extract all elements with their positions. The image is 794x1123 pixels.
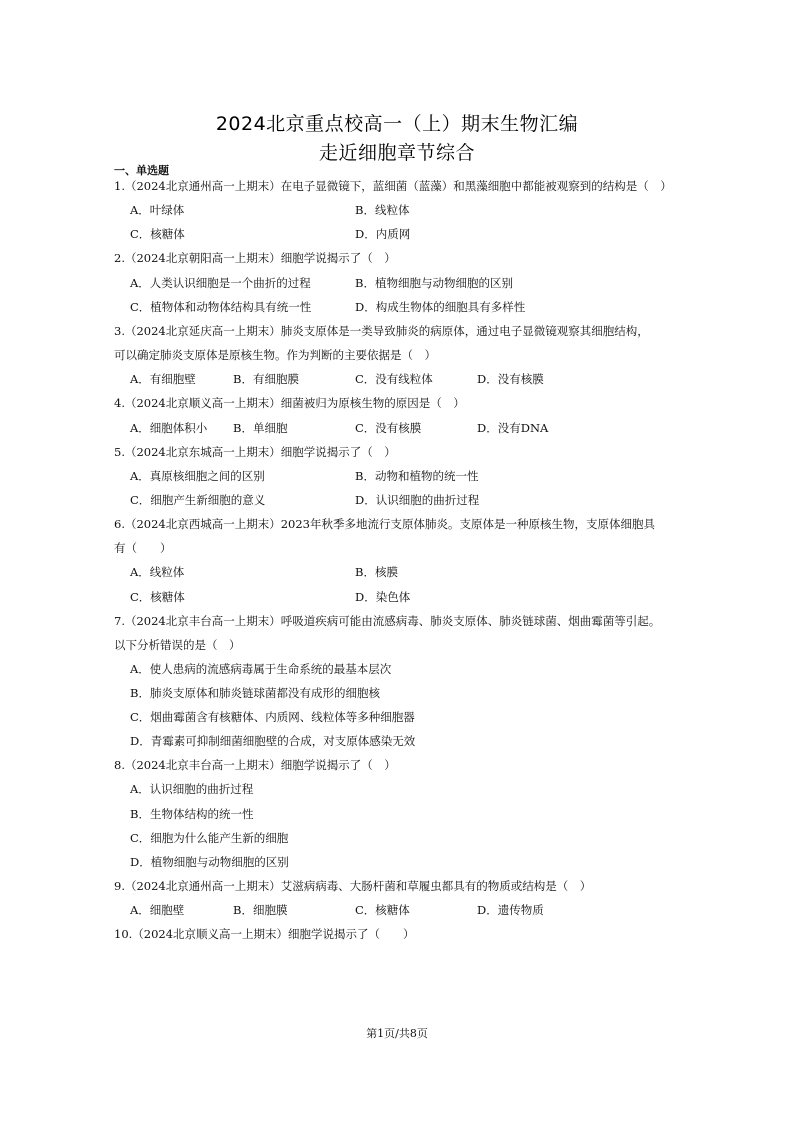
question-9-stem: 9.（2024北京通州高一上期末）艾滋病病毒、大肠杆菌和草履虫都具有的物质或结构是（ ） <box>114 879 592 893</box>
question-3-option-c: C．没有线粒体 <box>355 372 433 386</box>
question-5-option-a: A．真原核细胞之间的区别 <box>130 469 265 483</box>
question-4-option-a: A．细胞体积小 <box>130 421 208 435</box>
question-3-option-a: A．有细胞壁 <box>130 372 196 386</box>
question-9-option-a: A．细胞壁 <box>130 903 185 917</box>
question-1-option-b: B．线粒体 <box>355 203 410 217</box>
question-2-option-a: A．人类认识细胞是一个曲折的过程 <box>130 276 311 290</box>
question-5-option-d: D．认识细胞的曲折过程 <box>355 493 480 507</box>
question-1-option-c: C．核糖体 <box>130 227 185 241</box>
question-5-stem: 5.（2024北京东城高一上期末）细胞学说揭示了（ ） <box>114 445 396 459</box>
question-4-stem: 4.（2024北京顺义高一上期末）细菌被归为原核生物的原因是（ ） <box>114 396 465 410</box>
question-6-stem-cont: 有（ ） <box>114 541 172 555</box>
question-7-option-b: B．肺炎支原体和肺炎链球菌都没有成形的细胞核 <box>130 686 380 700</box>
question-4-option-c: C．没有核膜 <box>355 421 422 435</box>
question-3-stem-cont: 可以确定肺炎支原体是原核生物。作为判断的主要依据是（ ） <box>114 348 436 362</box>
page-subtitle: 走近细胞章节综合 <box>318 142 475 164</box>
page-number: 第1页/共8页 <box>366 1027 428 1040</box>
question-1-option-a: A．叶绿体 <box>130 203 185 217</box>
question-8-stem: 8.（2024北京丰台高一上期末）细胞学说揭示了（ ） <box>114 758 396 772</box>
question-7-option-d: D．青霉素可抑制细菌细胞壁的合成，对支原体感染无效 <box>130 734 416 748</box>
question-6-option-a: A．线粒体 <box>130 565 185 579</box>
question-4-option-d: D．没有DNA <box>477 421 549 435</box>
question-3-stem: 3.（2024北京延庆高一上期末）肺炎支原体是一类导致肺炎的病原体，通过电子显微镜观察其细胞结构， <box>114 324 649 338</box>
question-7-stem-cont: 以下分析错误的是（ ） <box>114 638 241 652</box>
question-2-option-d: D．构成生物体的细胞具有多样性 <box>355 300 526 314</box>
question-6-option-b: B．核膜 <box>355 565 398 579</box>
question-2-stem: 2.（2024北京朝阳高一上期末）细胞学说揭示了（ ） <box>114 251 396 265</box>
question-2-option-b: B．植物细胞与动物细胞的区别 <box>355 276 513 290</box>
question-7-option-c: C．烟曲霉菌含有核糖体、内质网、线粒体等多种细胞器 <box>130 710 415 724</box>
question-10-stem: 10.（2024北京顺义高一上期末）细胞学说揭示了（ ） <box>114 927 415 941</box>
question-1-stem: 1.（2024北京通州高一上期末）在电子显微镜下，蓝细菌（蓝藻）和黑藻细胞中都能被观察到的结构是（ ） <box>114 179 672 193</box>
page-title: 2024北京重点校高一（上）期末生物汇编 <box>215 113 579 135</box>
question-7-option-a: A．使人患病的流感病毒属于生命系统的最基本层次 <box>130 662 392 676</box>
section-heading: 一、单选题 <box>114 164 169 177</box>
question-5-option-c: C．细胞产生新细胞的意义 <box>130 493 266 507</box>
question-8-option-d: D．植物细胞与动物细胞的区别 <box>130 855 289 869</box>
question-3-option-b: B．有细胞膜 <box>233 372 299 386</box>
question-9-option-b: B．细胞膜 <box>233 903 288 917</box>
question-7-stem: 7.（2024北京丰台高一上期末）呼吸道疾病可能由流感病毒、肺炎支原体、肺炎链球菌、烟曲霉菌等引起。 <box>114 614 661 628</box>
question-4-option-b: B．单细胞 <box>233 421 288 435</box>
question-6-option-c: C．核糖体 <box>130 590 185 604</box>
question-9-option-d: D．遗传物质 <box>477 903 544 917</box>
question-8-option-a: A．认识细胞的曲折过程 <box>130 782 254 796</box>
question-2-option-c: C．植物体和动物体结构具有统一性 <box>130 300 312 314</box>
question-6-stem: 6.（2024北京西城高一上期末）2023年秋季多地流行支原体肺炎。支原体是一种原核生物，支原体细胞具 <box>114 517 656 531</box>
question-8-option-b: B．生物体结构的统一性 <box>130 807 254 821</box>
question-6-option-d: D．染色体 <box>355 590 411 604</box>
question-1-option-d: D．内质网 <box>355 227 411 241</box>
question-5-option-b: B．动物和植物的统一性 <box>355 469 479 483</box>
question-8-option-c: C．细胞为什么能产生新的细胞 <box>130 831 289 845</box>
question-3-option-d: D．没有核膜 <box>477 372 544 386</box>
question-9-option-c: C．核糖体 <box>355 903 410 917</box>
